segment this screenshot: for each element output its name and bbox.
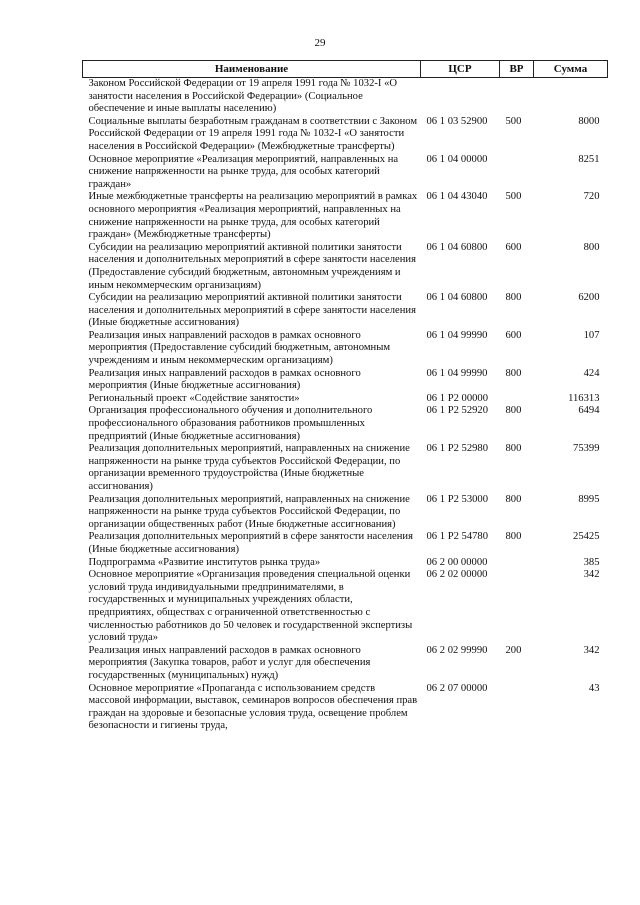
table-row: [83, 292, 608, 330]
row-vr: 500: [505, 115, 522, 127]
row-sum: 116313: [568, 392, 600, 404]
row-sum: 385: [583, 556, 600, 568]
row-name: Основное мероприятие «Пропаганда с использованием средств массовой информации, выставок, семинаров вопросов обеспечения прав граждан на здоровые и безопасные условия труда, освещение проблем безопасности и гигиены труда,: [88, 682, 418, 732]
table-row: [83, 683, 608, 733]
row-vr: 800: [505, 292, 522, 304]
table-row: [83, 494, 608, 532]
header-vr: ВР: [500, 61, 534, 78]
row-vr: [500, 78, 534, 116]
row-name: Организация профессионального обучения и дополнительного профессионального образования работников промышленных предприятий (Иные бюджетные ассигнования): [88, 405, 373, 442]
row-name: Субсидии на реализацию мероприятий активной политики занятости населения и дополнительных мероприятий в сфере занятости населения (Иные бюджетные ассигнования): [88, 292, 416, 329]
row-vr: [500, 393, 534, 406]
table-row: [83, 368, 608, 393]
row-csr: 06 2 02 99990: [426, 644, 488, 656]
table-row: [83, 569, 608, 645]
row-sum: 43: [588, 682, 600, 694]
row-name: Социальные выплаты безработным гражданам в соответствии с Законом Российской Федерации от 19 апреля 1991 года № 1032-I «О занятости населения в Российской Федерации» (Межбюджетные трансферты): [88, 115, 418, 152]
page-number: 29: [314, 37, 326, 49]
table-row: [83, 557, 608, 570]
table-row: [83, 443, 608, 493]
row-vr: 500: [505, 191, 522, 203]
row-name: Основное мероприятие «Реализация мероприятий, направленных на снижение напряженности на рынке труда, для особых категорий граждан»: [88, 153, 399, 190]
row-sum: 8000: [578, 115, 600, 127]
row-csr: 06 1 04 00000: [426, 153, 488, 165]
row-vr: 600: [505, 241, 522, 253]
row-name: Реализация дополнительных мероприятий в сфере занятости населения (Иные бюджетные ассигнования): [88, 531, 413, 555]
row-csr: 06 2 02 00000: [426, 569, 488, 581]
row-sum: 75399: [573, 443, 600, 455]
table-row: [83, 242, 608, 292]
row-name: Реализация иных направлений расходов в рамках основного мероприятия (Предоставление субсидий бюджетным, автономным учреждениям и иным некоммерческим организациям): [88, 329, 391, 367]
row-csr: 06 1 P2 53000: [426, 493, 489, 505]
budget-table: [82, 60, 608, 733]
row-name: Реализация дополнительных мероприятий, направленных на снижение напряженности на рынке труда субъектов Российской Федерации, по организации общественных работ (Иные бюджетные ассигнования): [88, 493, 410, 530]
row-csr: [421, 78, 500, 116]
row-sum: 107: [583, 329, 600, 341]
table-row: [83, 645, 608, 683]
row-csr: 06 1 04 99990: [426, 367, 488, 379]
row-name: Реализация дополнительных мероприятий, направленных на снижение напряженности на рынке труда субъектов Российской Федерации, по организации временного трудоустройства (Иные бюджетные ассигнования): [88, 443, 410, 492]
row-sum: 342: [583, 644, 600, 656]
row-sum: 6200: [578, 292, 600, 304]
row-vr: 800: [505, 443, 522, 455]
row-vr: 800: [505, 367, 522, 379]
row-csr: 06 1 P2 00000: [426, 392, 489, 404]
row-sum: 720: [583, 191, 600, 203]
row-name: Законом Российской Федерации от 19 апреля 1991 года № 1032-I «О занятости населения в Российской Федерации» (Социальное обеспечение и иные выплаты населению): [88, 78, 398, 115]
table-header-row: [83, 61, 608, 78]
row-sum: 342: [583, 569, 600, 581]
table-row: [83, 330, 608, 368]
row-sum: 8251: [578, 153, 600, 165]
header-sum: Сумма: [534, 61, 608, 78]
row-name: Реализация иных направлений расходов в рамках основного мероприятия (Закупка товаров, работ и услуг для обеспечения государственных (муниципальных) нужд): [88, 644, 371, 681]
row-csr: 06 1 P2 52980: [426, 443, 489, 455]
row-csr: 06 1 04 60800: [426, 292, 488, 304]
row-vr: 800: [505, 405, 522, 417]
row-sum: 25425: [573, 531, 600, 543]
row-vr: [500, 569, 534, 645]
table-row: [83, 531, 608, 556]
row-csr: 06 1 04 99990: [426, 329, 488, 341]
table-row: [83, 393, 608, 406]
row-csr: 06 1 03 52900: [426, 115, 488, 127]
row-sum: [534, 78, 608, 116]
row-sum: 424: [583, 367, 600, 379]
header-name: Наименование: [83, 61, 421, 78]
row-csr: 06 1 P2 52920: [426, 405, 489, 417]
row-vr: 800: [505, 493, 522, 505]
row-name: Иные межбюджетные трансферты на реализацию мероприятий в рамках основного мероприятия «Реализация мероприятий, направленных на снижение напряженности на рынке труда, для особых категорий граждан» (Межбюджетные трансферты): [88, 191, 418, 241]
table-row: [83, 78, 608, 116]
row-csr: 06 2 07 00000: [426, 682, 488, 694]
row-csr: 06 2 00 00000: [426, 556, 488, 568]
table-row: [83, 191, 608, 241]
row-name: Реализация иных направлений расходов в рамках основного мероприятия (Иные бюджетные ассигнования): [88, 367, 361, 392]
row-name: Субсидии на реализацию мероприятий активной политики занятости населения и дополнительных мероприятий в сфере занятости населения (Предоставление субсидий бюджетным, автономным учреждениям и иным некоммерческим организациям): [88, 241, 416, 291]
table-row: [83, 405, 608, 443]
row-sum: 8995: [578, 493, 600, 505]
budget-table-container: [82, 60, 607, 733]
row-vr: 800: [505, 531, 522, 543]
row-sum: 6494: [578, 405, 600, 417]
row-name: Региональный проект «Содействие занятости»: [88, 392, 300, 404]
row-vr: 600: [505, 329, 522, 341]
row-name: Подпрограмма «Развитие институтов рынка труда»: [88, 556, 321, 568]
header-csr: ЦСР: [421, 61, 500, 78]
table-row: [83, 154, 608, 192]
row-vr: [500, 557, 534, 570]
row-csr: 06 1 04 43040: [426, 191, 488, 203]
row-vr: [500, 683, 534, 733]
row-name: Основное мероприятие «Организация проведения специальной оценки условий труда индивидуальными предпринимателями, в государственных и муниципальных учреждениях области, предприятиях, обществах с ограниченной ответственностью с численностью работников до 50 человек и государственной экспертизы условий труда»: [88, 569, 413, 644]
row-vr: [500, 154, 534, 192]
row-csr: 06 1 04 60800: [426, 241, 488, 253]
row-vr: 200: [505, 644, 522, 656]
row-sum: 800: [583, 241, 600, 253]
table-row: [83, 116, 608, 154]
row-csr: 06 1 P2 54780: [426, 531, 489, 543]
